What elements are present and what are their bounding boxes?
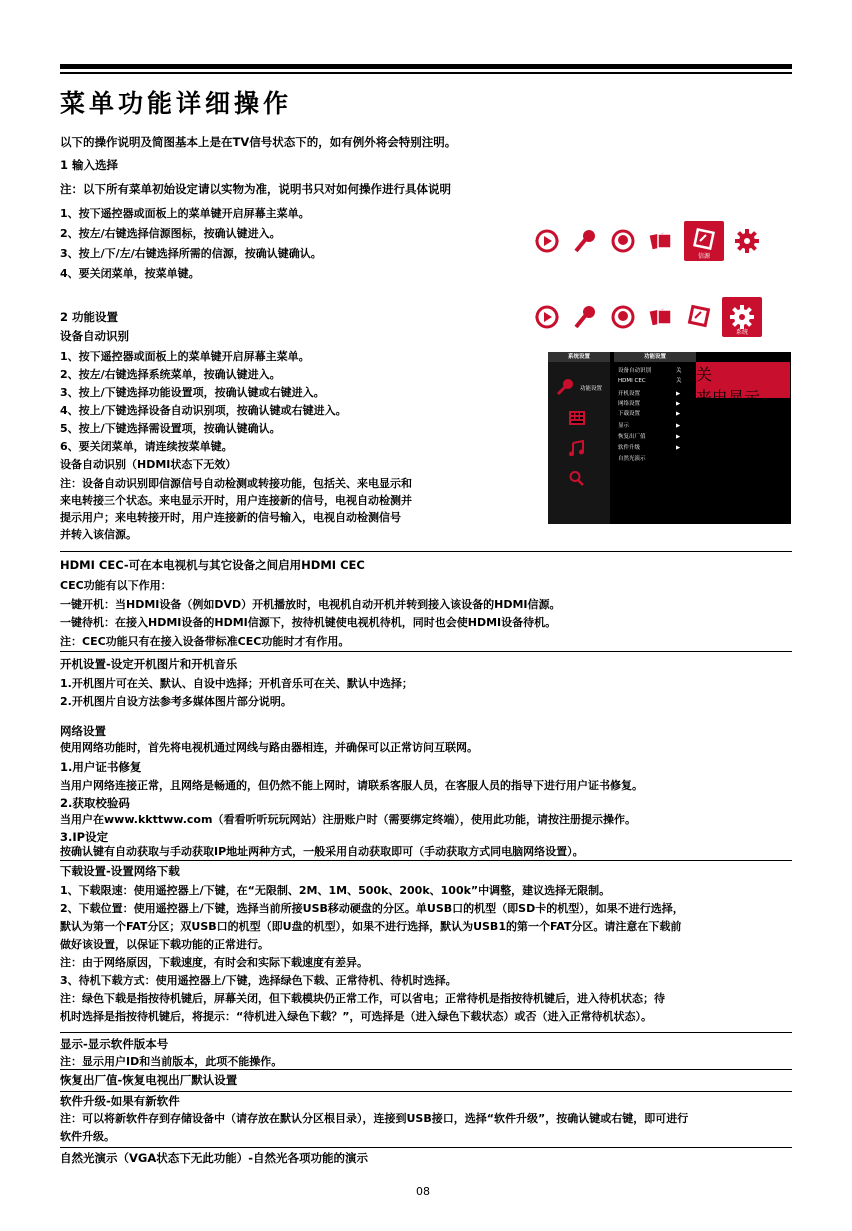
menu-item-label[interactable]: HDMI CEC <box>618 378 646 384</box>
cec-line: CEC功能有以下作用： <box>60 579 172 592</box>
option-item[interactable]: 关 <box>696 365 713 384</box>
system-icon-label: 系统 <box>735 329 748 336</box>
option-item[interactable]: 来电显示 <box>696 388 761 407</box>
photo-cards-icon <box>646 226 676 256</box>
section2-heading: 2 功能设置 <box>60 310 119 324</box>
intro-text: 以下的操作说明及简图基本上是在TV信号状态下的，如有例外将会特别注明。 <box>60 135 457 149</box>
menu-item-label[interactable]: 自然光演示 <box>618 456 646 462</box>
download-line: 做好该设置，以保证下载功能的正常进行。 <box>60 938 269 951</box>
divider <box>60 1069 792 1070</box>
hdmi-note-line: 并转入该信源。 <box>60 528 137 541</box>
menu-item-value: ▶ <box>676 411 681 417</box>
hdmi-note-title: 设备自动识别（HDMI状态下无效） <box>60 458 237 471</box>
section2-step: 5、按上/下键选择需设置项，按确认键确认。 <box>60 422 281 435</box>
divider <box>60 860 792 861</box>
search-icon <box>568 470 586 490</box>
sidebar-item-function[interactable]: 功能设置 <box>580 386 603 392</box>
play-icon <box>532 302 562 332</box>
download-title: 下载设置-设置网络下载 <box>60 864 180 878</box>
menu-item-label[interactable]: 显示 <box>618 423 630 429</box>
display-title: 显示-显示软件版本号 <box>60 1037 169 1051</box>
download-line: 1、下载限速：使用遥控器上/下键，在“无限制、2M、1M、500k、200k、100k”中调整，建议选择无限制。 <box>60 884 611 897</box>
menu-item-label[interactable]: 软件升级 <box>618 445 641 451</box>
divider <box>60 1032 792 1033</box>
section2-step: 6、要关闭菜单，请连续按菜单键。 <box>60 440 233 453</box>
section1-step: 2、按左/右键选择信源图标，按确认键进入。 <box>60 227 281 240</box>
divider <box>60 551 792 552</box>
boot-line: 2.开机图片自设方法参考多媒体图片部分说明。 <box>60 695 292 708</box>
network-intro: 使用网络功能时，首先将电视机通过网线与路由器相连，并确保可以正常访问互联网。 <box>60 741 478 754</box>
menu-item-label[interactable]: 下载设置 <box>618 411 641 417</box>
col2-header: 功能设置 <box>614 352 696 362</box>
source-icon <box>684 302 714 332</box>
divider <box>60 1147 792 1148</box>
menu-item-label[interactable]: 网络设置 <box>618 401 641 407</box>
cec-line: 一键开机：当HDMI设备（例如DVD）开机播放时，电视机自动开机并转到接入该设备的HDMI信源。 <box>60 598 561 611</box>
page-title: 菜单功能详细操作 <box>60 89 293 118</box>
top-rule-thick <box>60 64 792 69</box>
download-line: 注：由于网络原因，下载速度，有时会和实际下载速度有差异。 <box>60 956 368 969</box>
section1-note: 注：以下所有菜单初始设定请以实物为准，说明书只对如何操作进行具体说明 <box>60 182 451 196</box>
boot-line: 1.开机图片可在关、默认、自设中选择；开机音乐可在关、默认中选择； <box>60 677 413 690</box>
cec-line: 一键待机：在接入HDMI设备的HDMI信源下，按待机键使电视机待机，同时也会使HDMI设备待机。 <box>60 616 557 629</box>
download-line: 2、下载位置：使用遥控器上/下键，选择当前所接USB移动硬盘的分区。单USB口的机型（即SD卡的机型），如果不进行选择， <box>60 902 684 915</box>
source-icon-selected[interactable] <box>684 221 724 261</box>
download-line: 3、待机下载方式：使用遥控器上/下键，选择绿色下载、正常待机、待机时选择。 <box>60 974 457 987</box>
menu-item-value: 关 <box>676 368 682 374</box>
download-line: 注：绿色下载是指按待机键后，屏幕关闭，但下载模块仍正常工作，可以省电；正常待机是指按待机键后，进入待机状态；待 <box>60 992 665 1005</box>
menu-item-value: ▶ <box>676 391 681 397</box>
network-item-title: 2.获取校验码 <box>60 796 130 810</box>
microphone-icon <box>570 226 600 256</box>
reset-title: 恢复出厂值-恢复电视出厂默认设置 <box>60 1073 238 1087</box>
upgrade-line: 注：可以将新软件存到存储设备中（请存放在默认分区根目录），连接到USB接口，选择“软件升级”，按确认键或右键，即可进行 <box>60 1112 689 1125</box>
microphone-icon <box>570 302 600 332</box>
download-line: 默认为第一个FAT分区；双USB口的机型（即U盘的机型），如果不进行选择，默认为USB1的第一个FAT分区。请注意在下载前 <box>60 920 682 933</box>
cec-line: 注：CEC功能只有在接入设备带标准CEC功能时才有作用。 <box>60 635 350 648</box>
globe-icon <box>608 302 638 332</box>
section2-step: 4、按上/下键选择设备自动识别项，按确认键或右键进入。 <box>60 404 347 417</box>
section2-subheading: 设备自动识别 <box>60 329 129 343</box>
network-item-title: 3.IP设定 <box>60 830 109 844</box>
menu-item-label[interactable]: 恢复出厂值 <box>618 434 646 440</box>
section2-step: 3、按上/下键选择功能设置项，按确认键或右键进入。 <box>60 386 325 399</box>
hdmi-note-line: 注：设备自动识别即信源信号自动检测或转接功能，包括关、来电显示和 <box>60 477 412 490</box>
menu-item-value: ▶ <box>676 423 681 429</box>
menu-icon-row-system <box>532 297 770 337</box>
cec-title: HDMI CEC-可在本电视机与其它设备之间启用HDMI CEC <box>60 558 365 572</box>
section1-step: 4、要关闭菜单，按菜单键。 <box>60 267 200 280</box>
boot-title: 开机设置-设定开机图片和开机音乐 <box>60 657 238 671</box>
section1-step: 1、按下遥控器或面板上的菜单键开启屏幕主菜单。 <box>60 207 310 220</box>
music-note-icon <box>568 440 586 460</box>
display-note: 注：显示用户ID和当前版本，此项不能操作。 <box>60 1055 283 1068</box>
section1-step: 3、按上/下/左/右键选择所需的信源，按确认键确认。 <box>60 247 322 260</box>
section2-step: 1、按下遥控器或面板上的菜单键开启屏幕主菜单。 <box>60 350 310 363</box>
photo-cards-icon <box>646 302 676 332</box>
gear-icon-selected[interactable] <box>722 297 762 337</box>
menu-item-label[interactable]: 设备自动识别 <box>618 368 652 374</box>
keyboard-icon <box>568 410 586 430</box>
play-icon <box>532 226 562 256</box>
source-icon-label: 信源 <box>697 253 710 260</box>
page-number: 08 <box>416 1185 430 1198</box>
network-item-title: 1.用户证书修复 <box>60 760 142 774</box>
divider <box>60 1091 792 1092</box>
network-item-text: 按确认键有自动获取与手动获取IP地址两种方式，一般采用自动获取即可（手动获取方式同电脑网络设置）。 <box>60 845 584 858</box>
gear-icon <box>732 226 762 256</box>
hdmi-note-line: 提示用户；来电转接开时，用户连接新的信号输入，电视自动检测信号 <box>60 511 401 524</box>
download-line: 机时选择是指按待机键后，将提示：“待机进入绿色下载？”，可选择是（进入绿色下载状态）或否（进入正常待机状态）。 <box>60 1010 652 1023</box>
menu-item-value: ▶ <box>676 434 681 440</box>
divider <box>60 651 792 652</box>
option-item[interactable]: 来电转接 <box>696 411 761 430</box>
options-popup <box>696 362 790 430</box>
network-item-text: 当用户网络连接正常，且网络是畅通的，但仍然不能上网时，请联系客服人员，在客服人员的指导下进行用户证书修复。 <box>60 779 643 792</box>
upgrade-line: 软件升级。 <box>60 1130 115 1143</box>
top-rule-thin <box>60 72 792 74</box>
menu-item-label[interactable]: 开机设置 <box>618 391 641 397</box>
section1-heading: 1 输入选择 <box>60 158 119 172</box>
menu-item-value: 关 <box>676 378 682 384</box>
network-title: 网络设置 <box>60 724 106 738</box>
menu-item-value: ▶ <box>676 401 681 407</box>
section2-step: 2、按左/右键选择系统菜单，按确认键进入。 <box>60 368 281 381</box>
hdmi-note-line: 来电转接三个状态。来电显示开时，用户连接新的信号，电视自动检测并 <box>60 494 412 507</box>
network-item-text: 当用户在www.kkttww.com（看看听听玩玩网站）注册账户时（需要绑定终端），使用此功能，请按注册提示操作。 <box>60 813 636 826</box>
demo-title: 自然光演示（VGA状态下无此功能）-自然光各项功能的演示 <box>60 1151 369 1165</box>
col1-header: 系统设置 <box>548 352 610 362</box>
wrench-icon <box>556 378 574 400</box>
menu-item-value: ▶ <box>676 445 681 451</box>
upgrade-title: 软件升级-如果有新软件 <box>60 1094 180 1108</box>
menu-icon-row-input <box>532 221 770 261</box>
globe-icon <box>608 226 638 256</box>
